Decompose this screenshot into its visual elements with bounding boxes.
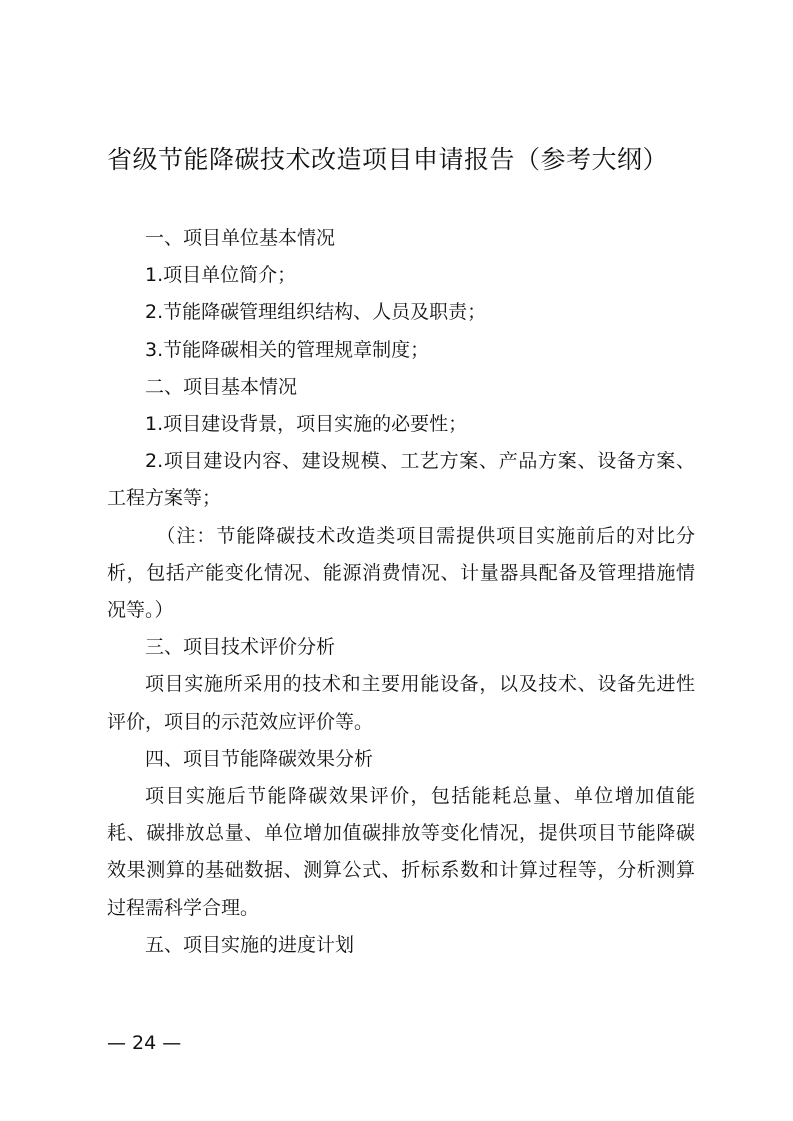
section-heading-project-info: 二、项目基本情况 — [145, 375, 298, 398]
section-heading-schedule: 五、项目实施的进度计划 — [145, 933, 355, 956]
document-body — [107, 220, 695, 964]
section-heading-effect-analysis: 四、项目节能降碳效果分析 — [145, 747, 374, 770]
list-item: 2.节能降碳管理组织结构、人员及职责； — [145, 301, 487, 324]
list-item: 2.项目建设内容、建设规模、工艺方案、产品方案、设备方案、工程方案等； — [107, 450, 695, 510]
section-heading-tech-eval: 三、项目技术评价分析 — [145, 636, 336, 659]
list-item: 1.项目建设背景，项目实施的必要性； — [145, 413, 468, 436]
page-number: — 24 — — [107, 1032, 182, 1054]
list-item: 1.项目单位简介； — [145, 264, 297, 287]
body-paragraph: 项目实施所采用的技术和主要用能设备，以及技术、设备先进性评价，项目的示范效应评价等。 — [107, 673, 695, 733]
document-title: 省级节能降碳技术改造项目申请报告（参考大纲） — [107, 145, 669, 174]
note-paragraph: （注：节能降碳技术改造类项目需提供项目实施前后的对比分析，包括产能变化情况、能源消费情况、计量器具配备及管理措施情况等。） — [107, 524, 695, 622]
body-paragraph: 项目实施后节能降碳效果评价，包括能耗总量、单位增加值能耗、碳排放总量、单位增加值碳排放等变化情况，提供项目节能降碳效果测算的基础数据、测算公式、折标系数和计算过程等，分析测算过程需科学合理。 — [107, 785, 695, 919]
section-heading-unit-info: 一、项目单位基本情况 — [145, 227, 336, 249]
list-item: 3.节能降碳相关的管理规章制度； — [145, 338, 430, 361]
